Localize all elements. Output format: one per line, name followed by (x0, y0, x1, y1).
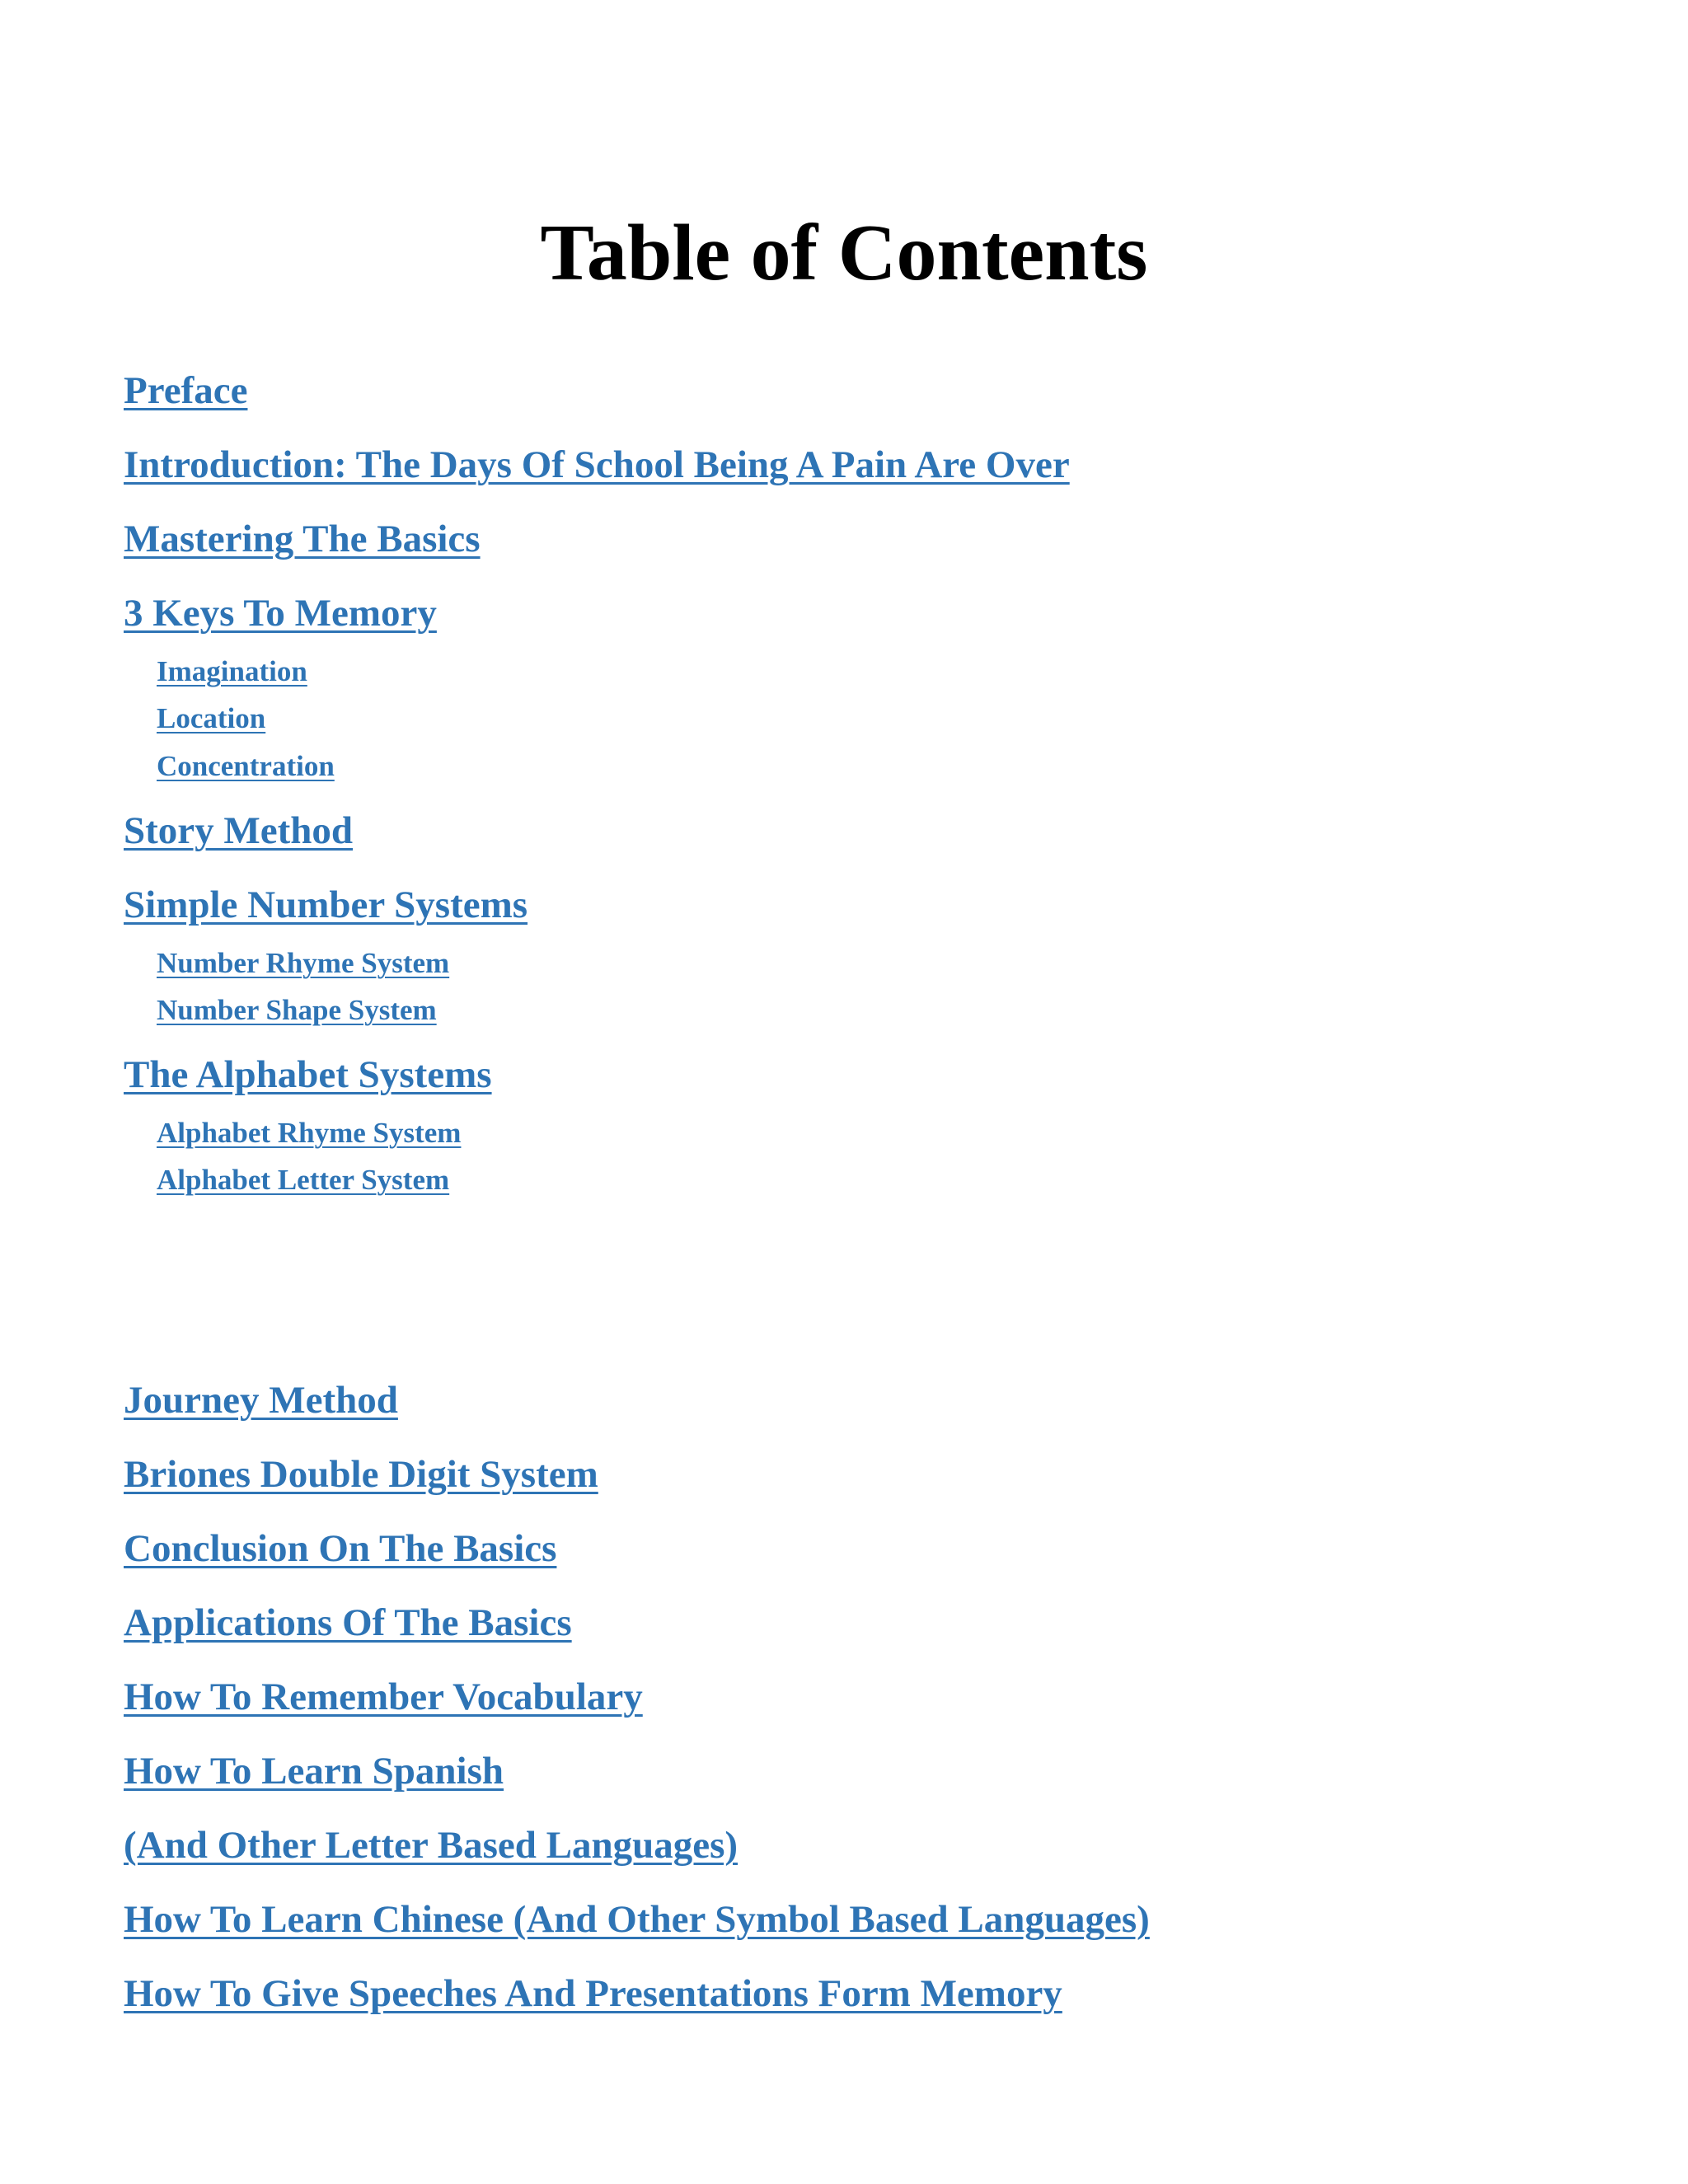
toc-link-briones-double-digit-system[interactable]: Briones Double Digit System (124, 1453, 598, 1496)
toc-link-how-to-learn-spanish[interactable]: How To Learn Spanish (124, 1750, 504, 1793)
toc-link-how-to-learn-chinese[interactable]: How To Learn Chinese (And Other Symbol Based Languages) (124, 1898, 1150, 1941)
toc-link-other-letter-based-languages[interactable]: (And Other Letter Based Languages) (124, 1824, 738, 1867)
toc-link-location[interactable]: Location (157, 702, 266, 734)
toc-link-journey-method[interactable]: Journey Method (124, 1379, 398, 1422)
toc-link-alphabet-rhyme-system[interactable]: Alphabet Rhyme System (157, 1117, 462, 1149)
toc-link-concentration[interactable]: Concentration (157, 750, 335, 782)
toc-link-applications-of-the-basics[interactable]: Applications Of The Basics (124, 1601, 572, 1644)
page-title: Table of Contents (540, 209, 1148, 298)
toc-link-preface[interactable]: Preface (124, 369, 248, 412)
toc-link-imagination[interactable]: Imagination (157, 655, 307, 687)
toc-link-number-rhyme-system[interactable]: Number Rhyme System (157, 947, 450, 979)
toc-link-simple-number-systems[interactable]: Simple Number Systems (124, 883, 528, 926)
toc-link-alphabet-letter-system[interactable]: Alphabet Letter System (157, 1164, 450, 1196)
toc-link-story-method[interactable]: Story Method (124, 809, 354, 852)
toc-link-how-to-give-speeches[interactable]: How To Give Speeches And Presentations Form Memory (124, 1972, 1062, 2015)
toc-link-the-alphabet-systems[interactable]: The Alphabet Systems (124, 1053, 492, 1096)
toc-link-conclusion-on-the-basics[interactable]: Conclusion On The Basics (124, 1527, 557, 1570)
toc-link-introduction[interactable]: Introduction: The Days Of School Being A Pain Are Over (124, 443, 1070, 486)
toc-link-number-shape-system[interactable]: Number Shape System (157, 994, 437, 1026)
toc-link-how-to-remember-vocabulary[interactable]: How To Remember Vocabulary (124, 1675, 643, 1718)
toc-link-3-keys-to-memory[interactable]: 3 Keys To Memory (124, 592, 437, 635)
toc-link-mastering-the-basics[interactable]: Mastering The Basics (124, 518, 481, 560)
